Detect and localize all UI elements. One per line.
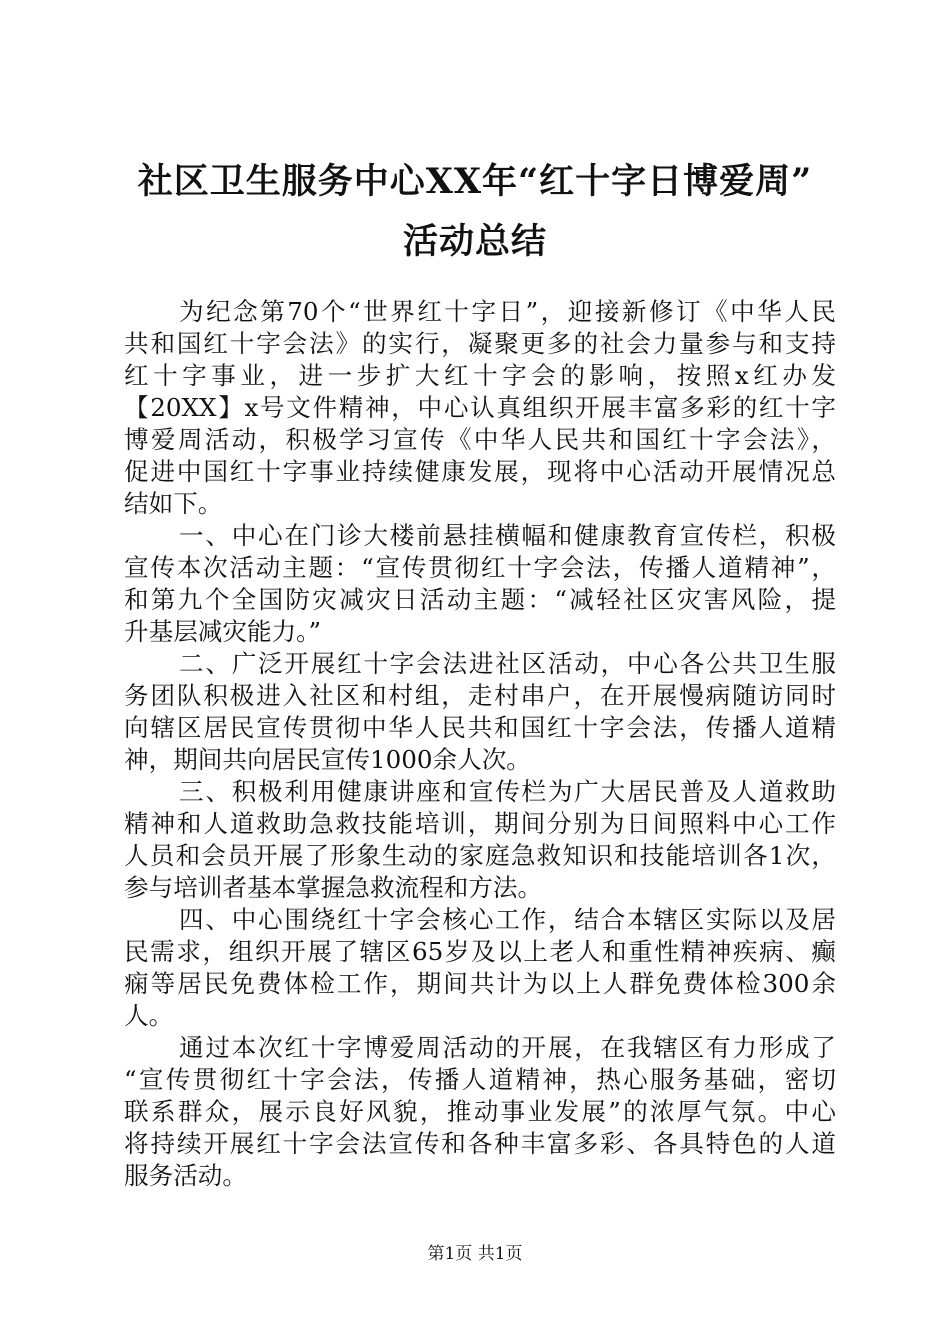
page-footer: 第1页 共1页: [427, 1244, 523, 1264]
paragraph-line: 神，期间共向居民宣传1000余人次。: [124, 745, 531, 774]
paragraph: [124, 520, 836, 648]
paragraph: [124, 1032, 836, 1192]
paragraph-line: 参与培训者基本掌握急救流程和方法。: [124, 873, 543, 902]
paragraph-line: 民需求，组织开展了辖区65岁及以上老人和重性精神疾病、癫: [124, 937, 836, 966]
paragraph-line: 为纪念第70个“世界红十字日”，迎接新修订《中华人民: [179, 297, 836, 326]
paragraph-line: 将持续开展红十字会法宣传和各种丰富多彩、各具特色的人道: [124, 1129, 836, 1158]
paragraph-line: 联系群众，展示良好风貌，推动事业发展”的浓厚气氛。中心: [124, 1097, 836, 1126]
paragraph-line: 务团队积极进入社区和村组，走村串户，在开展慢病随访同时: [124, 681, 836, 710]
document-body: [124, 296, 836, 1192]
paragraph-line: 共和国红十字会法》的实行，凝聚更多的社会力量参与和支持: [124, 329, 836, 358]
paragraph-line: 四、中心围绕红十字会核心工作，结合本辖区实际以及居: [179, 905, 836, 934]
paragraph: [124, 648, 836, 776]
paragraph-line: 服务活动。: [124, 1161, 247, 1190]
document-title-line-1: 社区卫生服务中心XX年“红十字日博爱周”: [137, 161, 813, 202]
paragraph-line: 向辖区居民宣传贯彻中华人民共和国红十字会法，传播人道精: [124, 713, 836, 742]
paragraph-line: 宣传本次活动主题：“宣传贯彻红十字会法，传播人道精神”，: [124, 553, 836, 582]
paragraph-line: 【20XX】x号文件精神，中心认真组织开展丰富多彩的红十字: [124, 393, 836, 422]
paragraph-line: 通过本次红十字博爱周活动的开展，在我辖区有力形成了: [179, 1033, 836, 1062]
paragraph-line: 人。: [124, 1001, 174, 1030]
paragraph-line: 二、广泛开展红十字会法进社区活动，中心各公共卫生服: [179, 649, 836, 678]
paragraph-line: 和第九个全国防灾减灾日活动主题：“减轻社区灾害风险，提: [124, 585, 836, 614]
paragraph-line: 升基层减灾能力。”: [124, 617, 322, 646]
paragraph: [124, 904, 836, 1032]
paragraph-line: 痫等居民免费体检工作，期间共计为以上人群免费体检300余: [124, 969, 836, 998]
paragraph-line: 促进中国红十字事业持续健康发展，现将中心活动开展情况总: [124, 457, 836, 486]
paragraph-line: 红十字事业，进一步扩大红十字会的影响，按照x红办发: [124, 361, 836, 390]
document-title-line-2: 活动总结: [402, 221, 547, 262]
paragraph-line: 精神和人道救助急救技能培训，期间分别为日间照料中心工作: [124, 809, 836, 838]
paragraph-line: 三、积极利用健康讲座和宣传栏为广大居民普及人道救助: [179, 777, 836, 806]
paragraph-line: “宣传贯彻红十字会法，传播人道精神，热心服务基础，密切: [124, 1065, 836, 1094]
paragraph-line: 人员和会员开展了形象生动的家庭急救知识和技能培训各1次，: [124, 841, 836, 870]
paragraph-line: 一、中心在门诊大楼前悬挂横幅和健康教育宣传栏，积极: [179, 521, 836, 550]
paragraph-line: 博爱周活动，积极学习宣传《中华人民共和国红十字会法》，: [124, 425, 836, 454]
paragraph: [124, 296, 836, 520]
paragraph-line: 结如下。: [124, 489, 223, 518]
paragraph: [124, 776, 836, 904]
